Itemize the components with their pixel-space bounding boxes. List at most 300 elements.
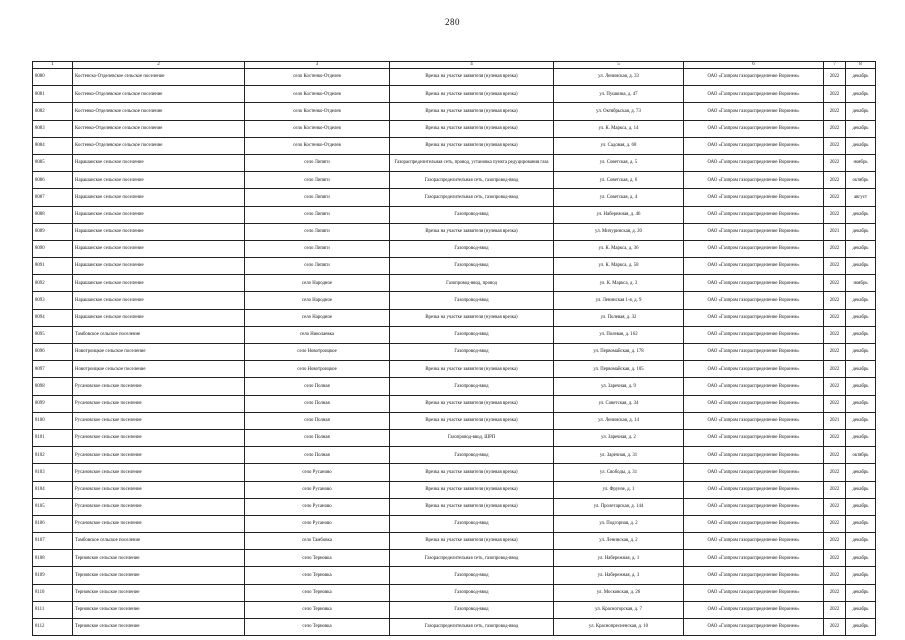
- table-row: [33, 154, 876, 171]
- organization-cell: ОАО «Газпром газораспределение Воронеж»: [684, 533, 824, 550]
- month-cell: декабрь: [846, 515, 876, 532]
- month-cell: декабрь: [846, 103, 876, 120]
- locality-cell: село Липяги: [245, 223, 390, 240]
- organization-cell: ОАО «Газпром газораспределение Воронеж»: [684, 154, 824, 171]
- table-row: [33, 533, 876, 550]
- settlement-cell: Костенко-Отделевское сельское поселение: [73, 120, 245, 137]
- year-cell: 2022: [824, 137, 846, 154]
- table-row: [33, 567, 876, 584]
- work-type-cell: Врезка на участке заявителя (нулевая врезка): [390, 309, 554, 326]
- table-row: [33, 481, 876, 498]
- table-row: [33, 240, 876, 257]
- address-cell: ул. Подгорная, д. 2: [554, 515, 684, 532]
- organization-cell: ОАО «Газпром газораспределение Воронеж»: [684, 69, 824, 86]
- year-cell: 2022: [824, 69, 846, 86]
- locality-cell: село Терновка: [245, 550, 390, 567]
- work-type-cell: Газораспределительная сеть, газопровод-ввод: [390, 189, 554, 206]
- settlement-cell: Нарашанское сельское поселение: [73, 172, 245, 189]
- row-id: 8086: [33, 172, 73, 189]
- organization-cell: ОАО «Газпром газораспределение Воронеж»: [684, 447, 824, 464]
- month-cell: ноябрь: [846, 275, 876, 292]
- address-cell: ул. Краснопресненская, д. 10: [554, 619, 684, 636]
- month-cell: декабрь: [846, 429, 876, 446]
- row-id: 8106: [33, 515, 73, 532]
- row-id: 8105: [33, 498, 73, 515]
- organization-cell: ОАО «Газпром газораспределение Воронеж»: [684, 567, 824, 584]
- work-type-cell: Газопровод-ввод, провод: [390, 275, 554, 292]
- work-type-cell: Газопровод-ввод: [390, 447, 554, 464]
- year-cell: 2022: [824, 498, 846, 515]
- table-row: [33, 395, 876, 412]
- work-type-cell: Газопровод-ввод: [390, 326, 554, 343]
- year-cell: 2021: [824, 223, 846, 240]
- column-number: 7: [824, 62, 846, 69]
- address-cell: ул. Набережная, д. 46: [554, 206, 684, 223]
- year-cell: 2022: [824, 258, 846, 275]
- organization-cell: ОАО «Газпром газораспределение Воронеж»: [684, 206, 824, 223]
- locality-cell: село Костенко-Отделев: [245, 103, 390, 120]
- month-cell: декабрь: [846, 344, 876, 361]
- table-row: [33, 86, 876, 103]
- row-id: 8103: [33, 464, 73, 481]
- work-type-cell: Врезка на участке заявителя (нулевая врезка): [390, 412, 554, 429]
- row-id: 8084: [33, 137, 73, 154]
- address-cell: ул. К. Маркса, д. 36: [554, 240, 684, 257]
- row-id: 8092: [33, 275, 73, 292]
- address-cell: ул. Первомайская, д. 105: [554, 361, 684, 378]
- row-id: 8089: [33, 223, 73, 240]
- table-row: [33, 584, 876, 601]
- locality-cell: село Костенко-Отделев: [245, 120, 390, 137]
- address-cell: ул. Полевая, д. 32: [554, 309, 684, 326]
- table-row: [33, 223, 876, 240]
- work-type-cell: Врезка на участке заявителя (нулевая врезка): [390, 86, 554, 103]
- organization-cell: ОАО «Газпром газораспределение Воронеж»: [684, 189, 824, 206]
- row-id: 8082: [33, 103, 73, 120]
- table-row: [33, 447, 876, 464]
- row-id: 8107: [33, 533, 73, 550]
- year-cell: 2022: [824, 429, 846, 446]
- month-cell: декабрь: [846, 309, 876, 326]
- row-id: 8091: [33, 258, 73, 275]
- work-type-cell: Газопровод-ввод: [390, 344, 554, 361]
- month-cell: декабрь: [846, 326, 876, 343]
- year-cell: 2022: [824, 206, 846, 223]
- month-cell: декабрь: [846, 361, 876, 378]
- row-id: 8109: [33, 567, 73, 584]
- organization-cell: ОАО «Газпром газораспределение Воронеж»: [684, 275, 824, 292]
- address-cell: ул. Красногорская, д. 7: [554, 601, 684, 618]
- year-cell: 2022: [824, 240, 846, 257]
- year-cell: 2022: [824, 309, 846, 326]
- locality-cell: село Русаново: [245, 464, 390, 481]
- year-cell: 2022: [824, 361, 846, 378]
- locality-cell: село Народное: [245, 275, 390, 292]
- settlement-cell: Нарашанское сельское поселение: [73, 275, 245, 292]
- column-number: 3: [245, 62, 390, 69]
- row-id: 8081: [33, 86, 73, 103]
- table-row: [33, 137, 876, 154]
- organization-cell: ОАО «Газпром газораспределение Воронеж»: [684, 378, 824, 395]
- row-id: 8095: [33, 326, 73, 343]
- month-cell: декабрь: [846, 86, 876, 103]
- organization-cell: ОАО «Газпром газораспределение Воронеж»: [684, 120, 824, 137]
- settlement-cell: Русановское сельское поселение: [73, 464, 245, 481]
- month-cell: октябрь: [846, 172, 876, 189]
- organization-cell: ОАО «Газпром газораспределение Воронеж»: [684, 361, 824, 378]
- locality-cell: село Липяги: [245, 189, 390, 206]
- month-cell: декабрь: [846, 240, 876, 257]
- work-type-cell: Газопровод-ввод: [390, 378, 554, 395]
- year-cell: 2022: [824, 120, 846, 137]
- month-cell: декабрь: [846, 412, 876, 429]
- page-number: 280: [445, 17, 460, 27]
- settlement-cell: Костенко-Отделевское сельское поселение: [73, 103, 245, 120]
- work-type-cell: Газопровод-ввод: [390, 601, 554, 618]
- address-cell: ул. Октябрьская, д. 73: [554, 103, 684, 120]
- table-row: [33, 292, 876, 309]
- settlement-cell: Костенко-Отделевское сельское поселение: [73, 86, 245, 103]
- row-id: 8085: [33, 154, 73, 171]
- settlement-cell: Терновское сельское поселение: [73, 601, 245, 618]
- table-row: [33, 326, 876, 343]
- organization-cell: ОАО «Газпром газораспределение Воронеж»: [684, 86, 824, 103]
- month-cell: декабрь: [846, 601, 876, 618]
- work-type-cell: Газопровод-ввод: [390, 292, 554, 309]
- column-number: 1: [33, 62, 73, 69]
- address-cell: ул. К. Маркса, д. 3: [554, 275, 684, 292]
- year-cell: 2022: [824, 154, 846, 171]
- work-type-cell: Врезка на участке заявителя (нулевая врезка): [390, 498, 554, 515]
- locality-cell: село Терновка: [245, 601, 390, 618]
- work-type-cell: Врезка на участке заявителя (нулевая врезка): [390, 137, 554, 154]
- work-type-cell: Газопровод-ввод: [390, 584, 554, 601]
- locality-cell: село Липяги: [245, 258, 390, 275]
- settlement-cell: Нарашанское сельское поселение: [73, 292, 245, 309]
- address-cell: ул. Первомайская, д. 178: [554, 344, 684, 361]
- table-row: [33, 550, 876, 567]
- month-cell: декабрь: [846, 258, 876, 275]
- locality-cell: село Русаново: [245, 498, 390, 515]
- table-row: [33, 69, 876, 86]
- settlement-cell: Терновское сельское поселение: [73, 567, 245, 584]
- gasification-table: [32, 61, 876, 636]
- table-row: [33, 275, 876, 292]
- row-id: 8083: [33, 120, 73, 137]
- work-type-cell: Врезка на участке заявителя (нулевая врезка): [390, 395, 554, 412]
- work-type-cell: Газораспределительная сеть, газопровод-ввод: [390, 550, 554, 567]
- year-cell: 2022: [824, 86, 846, 103]
- row-id: 8110: [33, 584, 73, 601]
- organization-cell: ОАО «Газпром газораспределение Воронеж»: [684, 601, 824, 618]
- locality-cell: село Николаевка: [245, 326, 390, 343]
- organization-cell: ОАО «Газпром газораспределение Воронеж»: [684, 429, 824, 446]
- row-id: 8112: [33, 619, 73, 636]
- work-type-cell: Врезка на участке заявителя (нулевая врезка): [390, 223, 554, 240]
- settlement-cell: Терновское сельское поселение: [73, 550, 245, 567]
- address-cell: ул. Фрунзе, д. 1: [554, 481, 684, 498]
- work-type-cell: Врезка на участке заявителя (нулевая врезка): [390, 69, 554, 86]
- address-cell: ул. Ленинская 1-я, д. 9: [554, 292, 684, 309]
- address-cell: ул. Свободы, д. 31: [554, 464, 684, 481]
- settlement-cell: Тамбовское сельское поселение: [73, 533, 245, 550]
- settlement-cell: Нарашанское сельское поселение: [73, 223, 245, 240]
- month-cell: декабрь: [846, 395, 876, 412]
- month-cell: декабрь: [846, 481, 876, 498]
- organization-cell: ОАО «Газпром газораспределение Воронеж»: [684, 481, 824, 498]
- organization-cell: ОАО «Газпром газораспределение Воронеж»: [684, 619, 824, 636]
- address-cell: ул. Ленинская, д. 2: [554, 533, 684, 550]
- locality-cell: село Терновка: [245, 567, 390, 584]
- settlement-cell: Русановское сельское поселение: [73, 481, 245, 498]
- table-row: [33, 601, 876, 618]
- column-number-row: [33, 62, 876, 69]
- row-id: 8097: [33, 361, 73, 378]
- table-row: [33, 344, 876, 361]
- settlement-cell: Русановское сельское поселение: [73, 515, 245, 532]
- row-id: 8099: [33, 395, 73, 412]
- year-cell: 2022: [824, 447, 846, 464]
- settlement-cell: Нарашанское сельское поселение: [73, 240, 245, 257]
- month-cell: декабрь: [846, 378, 876, 395]
- column-number: 2: [73, 62, 245, 69]
- settlement-cell: Новотроицкое сельское поселение: [73, 361, 245, 378]
- settlement-cell: Тамбовское сельское поселение: [73, 326, 245, 343]
- work-type-cell: Врезка на участке заявителя (нулевая врезка): [390, 103, 554, 120]
- month-cell: декабрь: [846, 292, 876, 309]
- settlement-cell: Русановское сельское поселение: [73, 447, 245, 464]
- row-id: 8101: [33, 429, 73, 446]
- table-row: [33, 429, 876, 446]
- year-cell: 2022: [824, 103, 846, 120]
- settlement-cell: Нарашанское сельское поселение: [73, 309, 245, 326]
- month-cell: декабрь: [846, 137, 876, 154]
- organization-cell: ОАО «Газпром газораспределение Воронеж»: [684, 172, 824, 189]
- settlement-cell: Русановское сельское поселение: [73, 395, 245, 412]
- year-cell: 2021: [824, 412, 846, 429]
- year-cell: 2022: [824, 378, 846, 395]
- address-cell: ул. Мичуринская, д. 20: [554, 223, 684, 240]
- month-cell: декабрь: [846, 464, 876, 481]
- work-type-cell: Врезка на участке заявителя (нулевая врезка): [390, 464, 554, 481]
- table-row: [33, 189, 876, 206]
- organization-cell: ОАО «Газпром газораспределение Воронеж»: [684, 240, 824, 257]
- address-cell: ул. Московская, д. 26: [554, 584, 684, 601]
- year-cell: 2022: [824, 275, 846, 292]
- row-id: 8090: [33, 240, 73, 257]
- table-row: [33, 120, 876, 137]
- row-id: 8096: [33, 344, 73, 361]
- settlement-cell: Нарашанское сельское поселение: [73, 154, 245, 171]
- locality-cell: село Полная: [245, 447, 390, 464]
- month-cell: декабрь: [846, 584, 876, 601]
- locality-cell: село Полная: [245, 395, 390, 412]
- address-cell: ул. Советская, д. 6: [554, 172, 684, 189]
- row-id: 8098: [33, 378, 73, 395]
- month-cell: декабрь: [846, 206, 876, 223]
- month-cell: декабрь: [846, 550, 876, 567]
- month-cell: декабрь: [846, 619, 876, 636]
- work-type-cell: Газопровод-ввод: [390, 515, 554, 532]
- table-row: [33, 309, 876, 326]
- organization-cell: ОАО «Газпром газораспределение Воронеж»: [684, 137, 824, 154]
- work-type-cell: Газораспределительная сеть, провод, установка пункта редуцирования газа: [390, 154, 554, 171]
- table-body: [33, 69, 876, 636]
- work-type-cell: Газопровод-ввод: [390, 258, 554, 275]
- year-cell: 2022: [824, 172, 846, 189]
- settlement-cell: Костенко-Отделевское сельское поселение: [73, 137, 245, 154]
- year-cell: 2022: [824, 533, 846, 550]
- column-number: 5: [554, 62, 684, 69]
- locality-cell: село Полная: [245, 378, 390, 395]
- organization-cell: ОАО «Газпром газораспределение Воронеж»: [684, 223, 824, 240]
- settlement-cell: Русановское сельское поселение: [73, 429, 245, 446]
- locality-cell: село Народное: [245, 292, 390, 309]
- address-cell: ул. Набережная, д. 1: [554, 550, 684, 567]
- address-cell: ул. Советская, д. 5: [554, 154, 684, 171]
- work-type-cell: Газопровод-ввод: [390, 240, 554, 257]
- locality-cell: село Костенко-Отделев: [245, 86, 390, 103]
- column-number: 6: [684, 62, 824, 69]
- row-id: 8104: [33, 481, 73, 498]
- year-cell: 2022: [824, 481, 846, 498]
- column-number: 4: [390, 62, 554, 69]
- locality-cell: село Костенко-Отделев: [245, 69, 390, 86]
- organization-cell: ОАО «Газпром газораспределение Воронеж»: [684, 550, 824, 567]
- year-cell: 2022: [824, 326, 846, 343]
- year-cell: 2022: [824, 567, 846, 584]
- settlement-cell: Терновское сельское поселение: [73, 584, 245, 601]
- settlement-cell: Русановское сельское поселение: [73, 412, 245, 429]
- locality-cell: село Терновка: [245, 619, 390, 636]
- month-cell: октябрь: [846, 447, 876, 464]
- table-row: [33, 361, 876, 378]
- organization-cell: ОАО «Газпром газораспределение Воронеж»: [684, 309, 824, 326]
- address-cell: ул. Советская, д. 4: [554, 189, 684, 206]
- year-cell: 2022: [824, 292, 846, 309]
- locality-cell: село Липяги: [245, 206, 390, 223]
- work-type-cell: Врезка на участке заявителя (нулевая врезка): [390, 481, 554, 498]
- address-cell: ул. К. Маркса, д. 14: [554, 120, 684, 137]
- month-cell: декабрь: [846, 567, 876, 584]
- settlement-cell: Костенско-Отделевское сельское поселение: [73, 69, 245, 86]
- column-number: 8: [846, 62, 876, 69]
- locality-cell: село Русаново: [245, 515, 390, 532]
- work-type-cell: Газопровод-ввод: [390, 567, 554, 584]
- year-cell: 2022: [824, 464, 846, 481]
- organization-cell: ОАО «Газпром газораспределение Воронеж»: [684, 498, 824, 515]
- address-cell: ул. Заречная, д. 2: [554, 429, 684, 446]
- year-cell: 2022: [824, 619, 846, 636]
- locality-cell: село Новотроицкое: [245, 361, 390, 378]
- locality-cell: село Липяги: [245, 240, 390, 257]
- year-cell: 2022: [824, 344, 846, 361]
- settlement-cell: Нарашанское сельское поселение: [73, 258, 245, 275]
- table-row: [33, 103, 876, 120]
- work-type-cell: Газораспределительная сеть, газопровод-ввод: [390, 172, 554, 189]
- table-row: [33, 464, 876, 481]
- address-cell: ул. Полевая, д. 162: [554, 326, 684, 343]
- work-type-cell: Врезка на участке заявителя (нулевая врезка): [390, 533, 554, 550]
- locality-cell: село Полная: [245, 412, 390, 429]
- settlement-cell: Новотроицкое сельское поселение: [73, 344, 245, 361]
- row-id: 8111: [33, 601, 73, 618]
- locality-cell: село Русаново: [245, 481, 390, 498]
- locality-cell: село Полная: [245, 429, 390, 446]
- month-cell: декабрь: [846, 69, 876, 86]
- address-cell: ул. Ленинская, д. 33: [554, 69, 684, 86]
- row-id: 8102: [33, 447, 73, 464]
- locality-cell: село Народное: [245, 309, 390, 326]
- year-cell: 2022: [824, 550, 846, 567]
- organization-cell: ОАО «Газпром газораспределение Воронеж»: [684, 344, 824, 361]
- organization-cell: ОАО «Газпром газораспределение Воронеж»: [684, 395, 824, 412]
- row-id: 8093: [33, 292, 73, 309]
- organization-cell: ОАО «Газпром газораспределение Воронеж»: [684, 464, 824, 481]
- settlement-cell: Нарашанское сельское поселение: [73, 206, 245, 223]
- organization-cell: ОАО «Газпром газораспределение Воронеж»: [684, 584, 824, 601]
- organization-cell: ОАО «Газпром газораспределение Воронеж»: [684, 103, 824, 120]
- year-cell: 2022: [824, 189, 846, 206]
- organization-cell: ОАО «Газпром газораспределение Воронеж»: [684, 258, 824, 275]
- organization-cell: ОАО «Газпром газораспределение Воронеж»: [684, 292, 824, 309]
- month-cell: декабрь: [846, 223, 876, 240]
- work-type-cell: Врезка на участке заявителя (нулевая врезка): [390, 120, 554, 137]
- table-row: [33, 412, 876, 429]
- month-cell: декабрь: [846, 533, 876, 550]
- address-cell: ул. Садовая, д. 68: [554, 137, 684, 154]
- address-cell: ул. Ленинская, д. 14: [554, 412, 684, 429]
- table-row: [33, 206, 876, 223]
- year-cell: 2022: [824, 584, 846, 601]
- work-type-cell: Газораспределительная сеть, газопровод-ввод: [390, 619, 554, 636]
- year-cell: 2022: [824, 515, 846, 532]
- row-id: 8094: [33, 309, 73, 326]
- address-cell: ул. Пушкина, д. 47: [554, 86, 684, 103]
- year-cell: 2022: [824, 395, 846, 412]
- row-id: 8088: [33, 206, 73, 223]
- row-id: 8087: [33, 189, 73, 206]
- settlement-cell: Русановское сельское поселение: [73, 498, 245, 515]
- month-cell: декабрь: [846, 498, 876, 515]
- address-cell: ул. К. Маркса, д. 58: [554, 258, 684, 275]
- address-cell: ул. Пролетарская, д. 144: [554, 498, 684, 515]
- table-row: [33, 172, 876, 189]
- row-id: 8100: [33, 412, 73, 429]
- work-type-cell: Врезка на участке заявителя (нулевая врезка): [390, 361, 554, 378]
- locality-cell: село Терновка: [245, 584, 390, 601]
- month-cell: август: [846, 189, 876, 206]
- locality-cell: село Костенко-Отделев: [245, 137, 390, 154]
- table-row: [33, 515, 876, 532]
- address-cell: ул. Заречная, д. 9: [554, 378, 684, 395]
- month-cell: декабрь: [846, 120, 876, 137]
- table-row: [33, 258, 876, 275]
- year-cell: 2022: [824, 601, 846, 618]
- work-type-cell: Газопровод-ввод: [390, 206, 554, 223]
- settlement-cell: Нарашанское сельское поселение: [73, 189, 245, 206]
- address-cell: ул. Советская, д. 34: [554, 395, 684, 412]
- locality-cell: село Липяги: [245, 154, 390, 171]
- locality-cell: село Липяги: [245, 172, 390, 189]
- table-row: [33, 378, 876, 395]
- month-cell: ноябрь: [846, 154, 876, 171]
- row-id: 8080: [33, 69, 73, 86]
- settlement-cell: Терновское сельское поселение: [73, 619, 245, 636]
- settlement-cell: Русановское сельское поселение: [73, 378, 245, 395]
- row-id: 8108: [33, 550, 73, 567]
- locality-cell: село Новотроицкое: [245, 344, 390, 361]
